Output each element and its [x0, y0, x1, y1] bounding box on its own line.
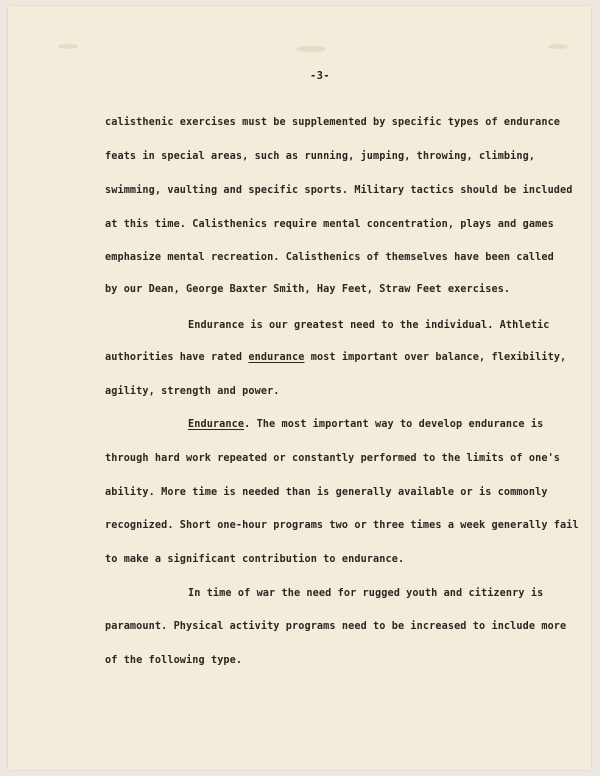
paper-smudge: [548, 44, 568, 49]
text-line: to make a significant contribution to endurance.: [105, 554, 405, 565]
text-line: by our Dean, George Baxter Smith, Hay Feet, Straw Feet exercises.: [105, 284, 511, 295]
text-segment: . The most important way to develop endurance is: [244, 419, 544, 430]
text-line: [188, 419, 543, 430]
text-line: swimming, vaulting and specific sports. Military tactics should be included: [105, 185, 573, 196]
text-line: In time of war the need for rugged youth and citizenry is: [188, 588, 544, 599]
text-line: at this time. Calisthenics require mental concentration, plays and games: [105, 219, 554, 230]
text-line: ability. More time is needed than is generally available or is commonly: [105, 487, 548, 498]
underlined-heading: Endurance: [188, 419, 245, 430]
paper-smudge: [296, 46, 326, 52]
text-segment: authorities have rated: [105, 352, 249, 363]
text-line: Endurance is our greatest need to the individual. Athletic: [188, 320, 550, 331]
text-line: agility, strength and power.: [105, 386, 280, 397]
text-line: emphasize mental recreation. Calisthenics of themselves have been called: [105, 252, 554, 263]
text-line: [105, 352, 566, 363]
text-line: of the following type.: [105, 655, 243, 666]
underlined-word: endurance: [248, 352, 305, 363]
text-line: feats in special areas, such as running, jumping, throwing, climbing,: [105, 151, 536, 162]
text-line: recognized. Short one-hour programs two or three times a week generally fail: [105, 520, 579, 531]
text-line: calisthenic exercises must be supplemented by specific types of endurance: [105, 117, 561, 128]
text-line: paramount. Physical activity programs need to be increased to include more: [105, 621, 567, 632]
paper-smudge: [58, 44, 78, 49]
text-line: through hard work repeated or constantly performed to the limits of one's: [105, 453, 561, 464]
page-number: -3-: [310, 70, 330, 82]
text-segment: most important over balance, flexibility,: [304, 352, 567, 363]
document-page: [8, 6, 591, 770]
